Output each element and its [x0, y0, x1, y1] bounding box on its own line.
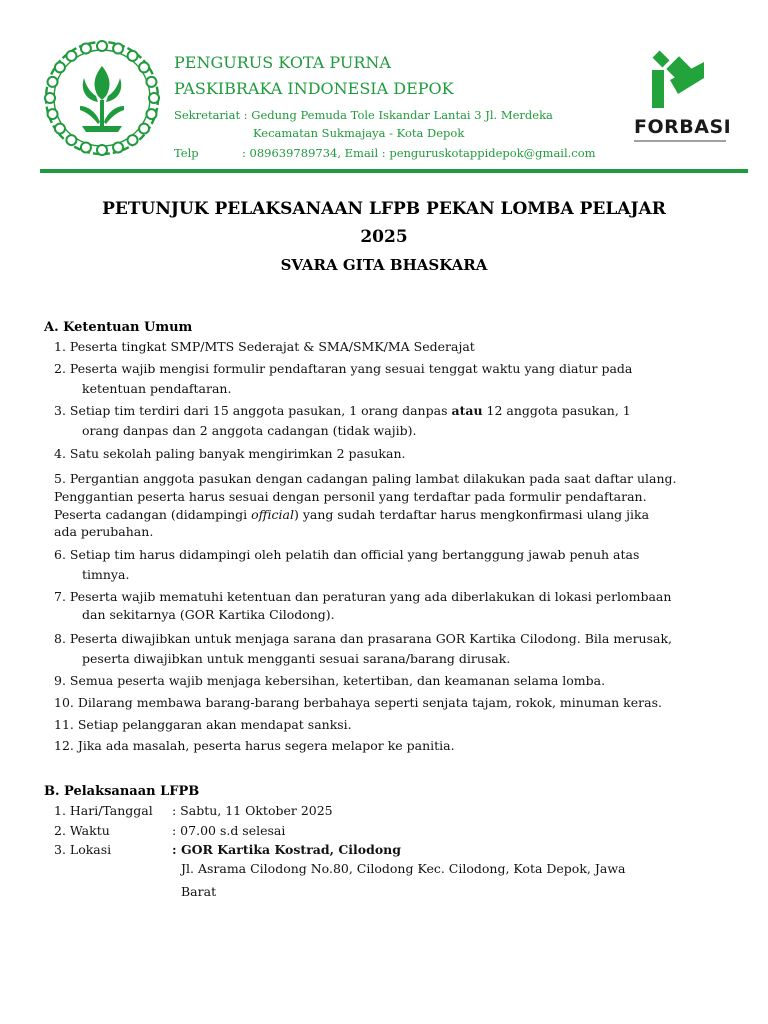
emblem-bead [113, 44, 123, 54]
list-item: 10. Dilarang membawa barang-barang berbahaya seperti senjata tajam, rokok, minuman keras. [54, 695, 662, 710]
header-divider [40, 169, 748, 173]
emblem-bead [139, 124, 149, 134]
emblem-bead [48, 77, 58, 87]
org-name-line2: PASKIBRAKA INDONESIA DEPOK [174, 79, 454, 98]
list-item-cont: Peserta cadangan (didampingi official) yang sudah terdaftar harus mengkonfirmasi ulang jika [54, 507, 650, 522]
emblem-bead [146, 77, 156, 87]
doc-subtitle: SVARA GITA BHASKARA [280, 256, 488, 274]
list-item: 4. Satu sekolah paling banyak mengirimkan 2 pasukan. [54, 446, 406, 461]
forbasi-logo [630, 40, 730, 150]
list-item-cont: Penggantian peserta harus sesuai dengan personil yang terdaftar pada formulir pendaftaran. [54, 489, 647, 504]
address-line1: Sekretariat : Gedung Pemuda Tole Iskandar Lantai 3 Jl. Merdeka [174, 108, 553, 122]
time-label: 2. Waktu [54, 823, 110, 838]
list-item-cont: timnya. [82, 567, 130, 582]
emblem-bead [45, 93, 55, 103]
doc-title-line2: 2025 [360, 227, 408, 247]
list-item: 1. Peserta tingkat SMP/MTS Sederajat & SMA/SMK/MA Sederajat [54, 339, 475, 354]
list-item: 7. Peserta wajib mematuhi ketentuan dan peraturan yang ada diberlakukan di lokasi perlombaan [54, 589, 672, 604]
emblem-bead [113, 142, 123, 152]
location-label: 3. Lokasi [54, 842, 112, 857]
phone-label: Telp [174, 146, 199, 160]
phone-email-value: : 089639789734, Email : penguruskotappidepok@gmail.com [242, 146, 596, 160]
list-item-cont: ada perubahan. [54, 524, 154, 539]
emblem-bead [97, 145, 107, 155]
doc-title-line1: PETUNJUK PELAKSANAAN LFPB PEKAN LOMBA PELAJAR [102, 199, 666, 219]
forbasi-wordmark: FORBASI [634, 116, 732, 138]
location-value: : GOR Kartika Kostrad, Cilodong [172, 842, 402, 857]
location-address-line2: Barat [181, 884, 217, 899]
list-item: 8. Peserta diwajibkan untuk menjaga sarana dan prasarana GOR Kartika Cilodong. Bila merusak, [54, 631, 673, 646]
emblem-bead [149, 93, 159, 103]
section-a-heading: A. Ketentuan Umum [44, 320, 193, 335]
forbasi-logo-icon [630, 40, 730, 116]
list-item: 3. Setiap tim terdiri dari 15 anggota pasukan, 1 orang danpas atau 12 anggota pasukan, 1 [54, 403, 631, 418]
list-item: 11. Setiap pelanggaran akan mendapat sanksi. [54, 717, 352, 732]
emphasis-official: official [251, 507, 294, 522]
emblem-bead [48, 109, 58, 119]
list-item: 5. Pergantian anggota pasukan dengan cadangan paling lambat dilakukan pada saat daftar ulang. [54, 471, 677, 486]
time-value: : 07.00 s.d selesai [172, 823, 286, 838]
emphasis-atau: atau [451, 403, 483, 418]
org-name-line1: PENGURUS KOTA PURNA [174, 53, 391, 72]
list-item-cont: dan sekitarnya (GOR Kartika Cilodong). [82, 607, 335, 622]
emblem-bead [128, 135, 138, 145]
location-address-line1: Jl. Asrama Cilodong No.80, Cilodong Kec. Cilodong, Kota Depok, Jawa [181, 861, 626, 876]
emblem-bead [139, 62, 149, 72]
list-item-cont: ketentuan pendaftaran. [82, 381, 232, 396]
list-item-cont: peserta diwajibkan untuk mengganti sesuai sarana/barang dirusak. [82, 651, 511, 666]
section-b-heading: B. Pelaksanaan LFPB [44, 784, 200, 799]
paskibraka-emblem-icon [40, 36, 164, 160]
emblem-bead [81, 142, 91, 152]
emblem-bead [128, 51, 138, 61]
list-item: 2. Peserta wajib mengisi formulir pendaftaran yang sesuai tenggat waktu yang diatur pada [54, 361, 633, 376]
emblem-bead [66, 135, 76, 145]
emblem-bead [55, 124, 65, 134]
list-item: 6. Setiap tim harus didampingi oleh pelatih dan official yang bertanggung jawab penuh atas [54, 547, 640, 562]
emblem-bead [97, 41, 107, 51]
day-value: : Sabtu, 11 Oktober 2025 [172, 803, 333, 818]
address-line2: Kecamatan Sukmajaya - Kota Depok [253, 126, 465, 140]
forbasi-tagline [634, 140, 726, 142]
emblem-bead [146, 109, 156, 119]
list-item: 12. Jika ada masalah, peserta harus segera melapor ke panitia. [54, 738, 455, 753]
list-item-cont: orang danpas dan 2 anggota cadangan (tidak wajib). [82, 423, 417, 438]
day-label: 1. Hari/Tanggal [54, 803, 153, 818]
emblem-bead [55, 62, 65, 72]
emblem-bead [81, 44, 91, 54]
emblem-bead [66, 51, 76, 61]
list-item: 9. Semua peserta wajib menjaga kebersihan, ketertiban, dan keamanan selama lomba. [54, 673, 606, 688]
